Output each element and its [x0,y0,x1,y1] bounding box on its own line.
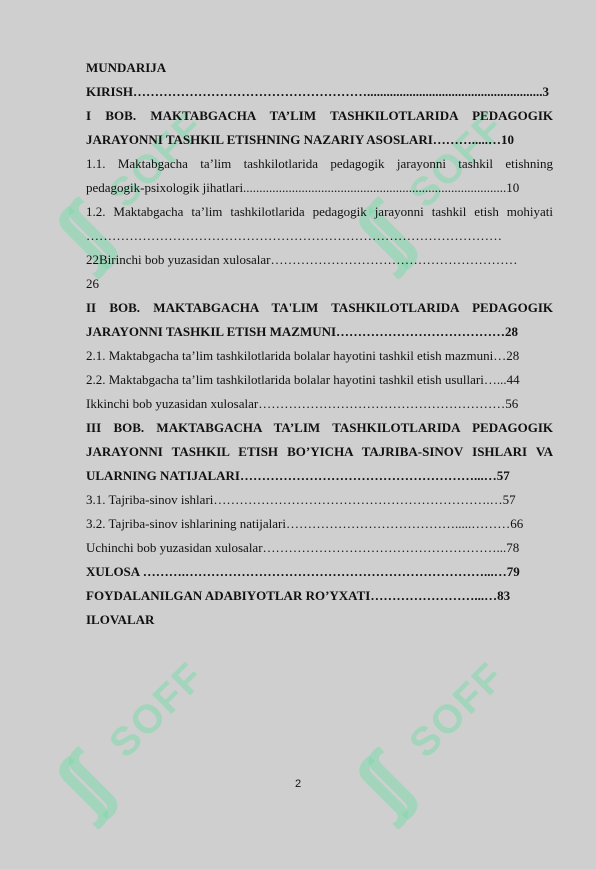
toc-entry: XULOSA ……….……………………………………………………………...…79 [86,564,520,579]
toc-entry: JARAYONNI TASHKIL ETISH BO’YICHA TAJRIBA-SINOV ISHLARI VA [86,444,553,459]
toc-entry: 1.2. Maktabgacha ta’lim tashkilotlarida pedagogik jarayonni tashkil etish mohiyati [86,204,553,219]
toc-entry: Ikkinchi bob yuzasidan xulosalar…………………………………………………56 [86,396,519,411]
toc-title: MUNDARIJA [86,60,167,75]
toc-entry: …………………………………………………………………………………… [86,228,502,243]
toc-entry: JARAYONNI TASHKIL ETISH MAZMUNI…………………………………28 [86,324,519,339]
toc-entry: KIRISH………………………………………………......................................................3 [86,84,549,99]
toc-entry: I BOB. MAKTABGACHA TA’LIM TASHKILOTLARIDA PEDAGOGIK [86,108,553,123]
toc-entry: III BOB. MAKTABGACHA TA’LIM TASHKILOTLARIDA PEDAGOGIK [86,420,553,435]
watermark-logo [11,601,280,869]
watermark-mark: ∫∫ [39,195,121,277]
toc-entry: 2.2. Maktabgacha ta’lim tashkilotlarida bolalar hayotini tashkil etish usullari…...44 [86,372,520,387]
watermark-mark: ∫∫ [339,745,421,827]
toc-entry: 2.1. Maktabgacha ta’lim tashkilotlarida bolalar hayotini tashkil etish mazmuni…28 [86,348,520,363]
watermark-logo [311,601,580,869]
page-number: 2 [294,778,302,790]
toc-entry: 26 [86,276,99,291]
watermark-word: SOFF [101,653,214,767]
toc-entry: 22Birinchi bob yuzasidan xulosalar………………………………………………… [86,252,518,267]
toc-entry: FOYDALANILGAN ADABIYOTLAR RO’YXATI……………………...…83 [86,588,511,603]
toc-entry: Uchinchi bob yuzasidan xulosalar………………………………………………...78 [86,540,520,555]
watermark-word: SOFF [401,103,514,217]
watermark-word: SOFF [401,653,514,767]
toc-entry: ILOVALAR [86,612,155,627]
toc-entry: pedagogik-psixologik jihatlari.................................................................................10 [86,180,520,195]
watermark-mark: ∫∫ [339,195,421,277]
toc-entry: ULARNING NATIJALARI………………………………………………...…57 [86,468,510,483]
watermark-mark: ∫∫ [39,745,121,827]
watermark-word: SOFF [101,103,214,217]
toc-entry: 3.2. Tajriba-sinov ishlarining natijalari………………………………….....………66 [86,516,524,531]
table-of-contents [86,56,553,632]
toc-entry: JARAYONNI TASHKIL ETISHNING NAZARIY ASOSLARI……….....…10 [86,132,515,147]
toc-entry: 1.1. Maktabgacha ta’lim tashkilotlarida pedagogik jarayonni tashkil etishning [86,156,553,171]
toc-entry: II BOB. MAKTABGACHA TA'LIM TASHKILOTLARIDA PEDAGOGIK [86,300,553,315]
toc-entry: 3.1. Tajriba-sinov ishlari……………………………………………………….…57 [86,492,516,507]
